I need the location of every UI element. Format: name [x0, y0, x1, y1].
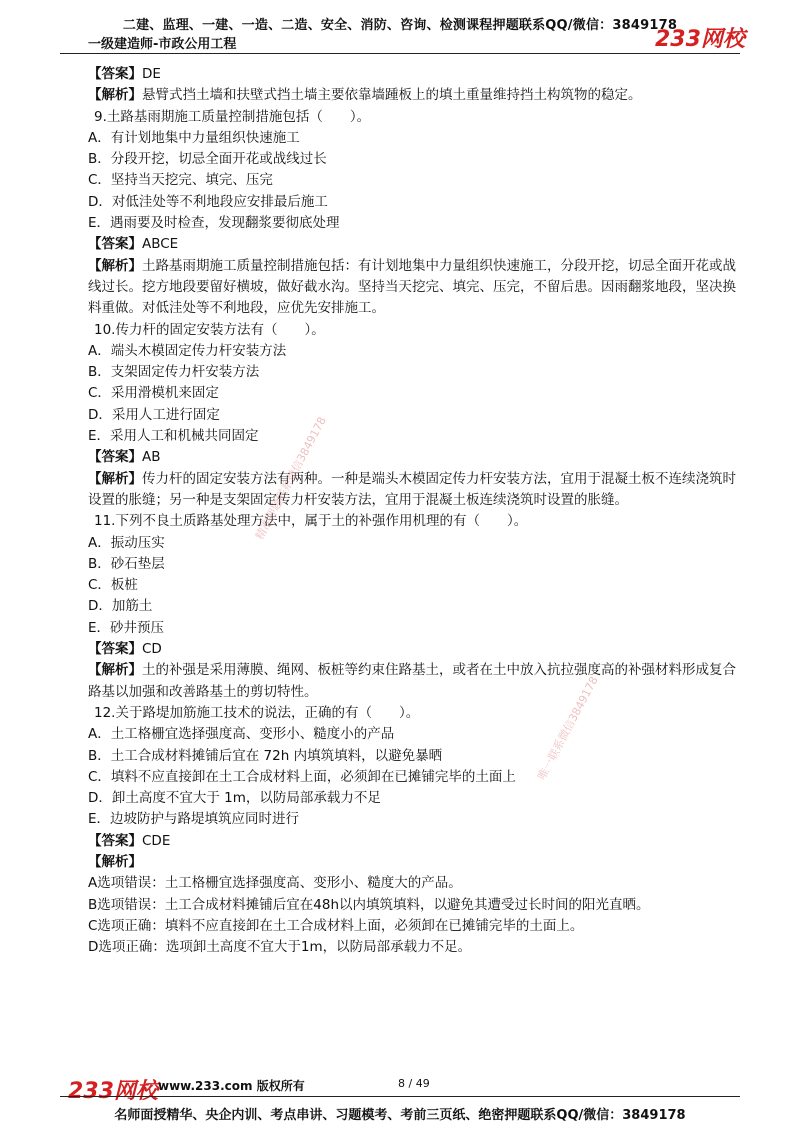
- answer-option: A．振动压实: [88, 534, 165, 551]
- answer-option: D．对低洼处等不利地段应安排最后施工: [88, 193, 328, 210]
- answer-line: [88, 64, 742, 85]
- question-stem: 12.关于路堤加筋施工技术的说法，正确的有（ ）。: [94, 704, 420, 721]
- explanation-text: 土路基雨期施工质量控制措施包括：有计划地集中力量组织快速施工，分段开挖，切忌全面开花或战线过长。挖方地段要留好横坡，做好截水沟。坚持当天挖完、填完、压完，不留后患。因雨翻浆地段，坚决换料重做。对低洼处等不利地段，应优先安排施工。: [88, 257, 736, 317]
- explanation-text: 传力杆的固定安装方法有两种。一种是端头木模固定传力杆安装方法，宜用于混凝土板不连续浇筑时设置的胀缝；另一种是支架固定传力杆安装方法，宜用于混凝土板连续浇筑时设置的胀缝。: [88, 470, 736, 508]
- footer-copyright: www.233.com 版权所有: [158, 1079, 305, 1093]
- answer-label: 【答案】: [88, 449, 142, 466]
- explanation-label: 【解析】: [88, 257, 142, 274]
- header-promo: 二建、监理、一建、一造、二造、安全、消防、咨询、检测课程押题联系QQ/微信：3849178: [122, 18, 678, 33]
- explanation-detail: B选项错误：土工合成材料摊铺后宜在48h以内填筑填料，以避免其遭受过长时间的阳光直晒。: [88, 896, 650, 913]
- answer-option: C．板桩: [88, 577, 138, 594]
- explanation-detail: A选项错误：土工格栅宜选择强度高、变形小、糙度大的产品。: [88, 875, 462, 892]
- answer-label: 【答案】: [88, 641, 142, 658]
- explanation-line: [88, 852, 742, 873]
- answer-option: A．土工格栅宜选择强度高、变形小、糙度小的产品: [88, 726, 395, 743]
- answer-line: [88, 639, 742, 660]
- answer-option: D．卸土高度不宜大于 1m，以防局部承载力不足: [88, 790, 381, 807]
- explanation-line: [88, 256, 742, 320]
- answer-option: E．砂井预压: [88, 619, 165, 636]
- explanation-label: 【解析】: [88, 87, 142, 104]
- explanation-label: 【解析】: [88, 470, 142, 487]
- answer-text: AB: [142, 449, 161, 466]
- answer-option: E．遇雨要及时检查，发现翻浆要彻底处理: [88, 215, 340, 232]
- answer-line: [88, 831, 742, 852]
- explanation-text: 土的补强是采用薄膜、绳网、板桩等约束住路基土，或者在土中放入抗拉强度高的补强材料形成复合路基以加强和改善路基土的剪切特性。: [88, 662, 736, 700]
- answer-option: B．砂石垫层: [88, 555, 165, 572]
- footer-promo: 名师面授精华、央企内训、考点串讲、习题模考、考前三页纸、绝密押题联系QQ/微信：3849178: [114, 1108, 686, 1123]
- answer-label: 【答案】: [88, 66, 142, 82]
- answer-text: CDE: [142, 832, 171, 849]
- explanation-detail: C选项正确：填料不应直接卸在土工合成材料上面，必须卸在已摊铺完毕的土面上。: [88, 917, 584, 934]
- question-stem: 11.下列不良土质路基处理方法中，属于土的补强作用机理的有（ ）。: [94, 513, 528, 530]
- answer-option: D．采用人工进行固定: [88, 406, 220, 423]
- answer-label: 【答案】: [88, 236, 142, 253]
- answer-option: C．坚持当天挖完、填完、压完: [88, 172, 273, 189]
- explanation-line: [88, 469, 742, 512]
- footer-logo: 233网校: [68, 1079, 158, 1104]
- question-stem: 10.传力杆的固定安装方法有（ ）。: [94, 321, 325, 338]
- page-number: 8 / 49: [398, 1077, 430, 1090]
- explanation-line: [88, 85, 742, 106]
- answer-option: B．分段开挖，切忌全面开花或战线过长: [88, 151, 327, 168]
- answer-option: B．土工合成材料摊铺后宜在 72h 内填筑填料，以避免暴晒: [88, 747, 443, 764]
- header-subject: 一级建造师-市政公用工程: [88, 37, 237, 52]
- question-content: [88, 64, 742, 958]
- answer-text: DE: [142, 66, 161, 82]
- explanation-line: [88, 660, 742, 703]
- watermark-1: 精准押题联系微信3849178: [253, 414, 329, 542]
- answer-option: D．加筋土: [88, 598, 153, 615]
- answer-line: [88, 447, 742, 468]
- header-divider: [60, 53, 740, 54]
- answer-option: A．有计划地集中力量组织快速施工: [88, 129, 300, 146]
- explanation-detail: D选项正确：选项卸土高度不宜大于1m，以防局部承载力不足。: [88, 939, 472, 956]
- footer-divider: [60, 1096, 740, 1097]
- answer-option: C．采用滑模机来固定: [88, 385, 219, 402]
- explanation-text: 悬臂式挡土墙和扶壁式挡土墙主要依靠墙踵板上的填土重量维持挡土构筑物的稳定。: [142, 87, 642, 104]
- answer-text: CD: [142, 641, 162, 658]
- answer-line: [88, 234, 742, 255]
- watermark-2: 唯一联系微信3849178: [535, 674, 601, 783]
- answer-text: ABCE: [142, 236, 179, 253]
- answer-option: C．填料不应直接卸在土工合成材料上面，必须卸在已摊铺完毕的土面上: [88, 768, 516, 785]
- question-stem: 9.土路基雨期施工质量控制措施包括（ ）。: [94, 108, 371, 125]
- answer-option: A．端头木模固定传力杆安装方法: [88, 342, 287, 359]
- answer-option: B．支架固定传力杆安装方法: [88, 364, 260, 381]
- explanation-label: 【解析】: [88, 662, 142, 679]
- answer-label: 【答案】: [88, 832, 142, 849]
- answer-option: E．采用人工和机械共同固定: [88, 428, 259, 445]
- explanation-label: 【解析】: [88, 853, 142, 870]
- answer-option: E．边坡防护与路堤填筑应同时进行: [88, 811, 300, 828]
- brand-logo: 233网校: [655, 27, 745, 52]
